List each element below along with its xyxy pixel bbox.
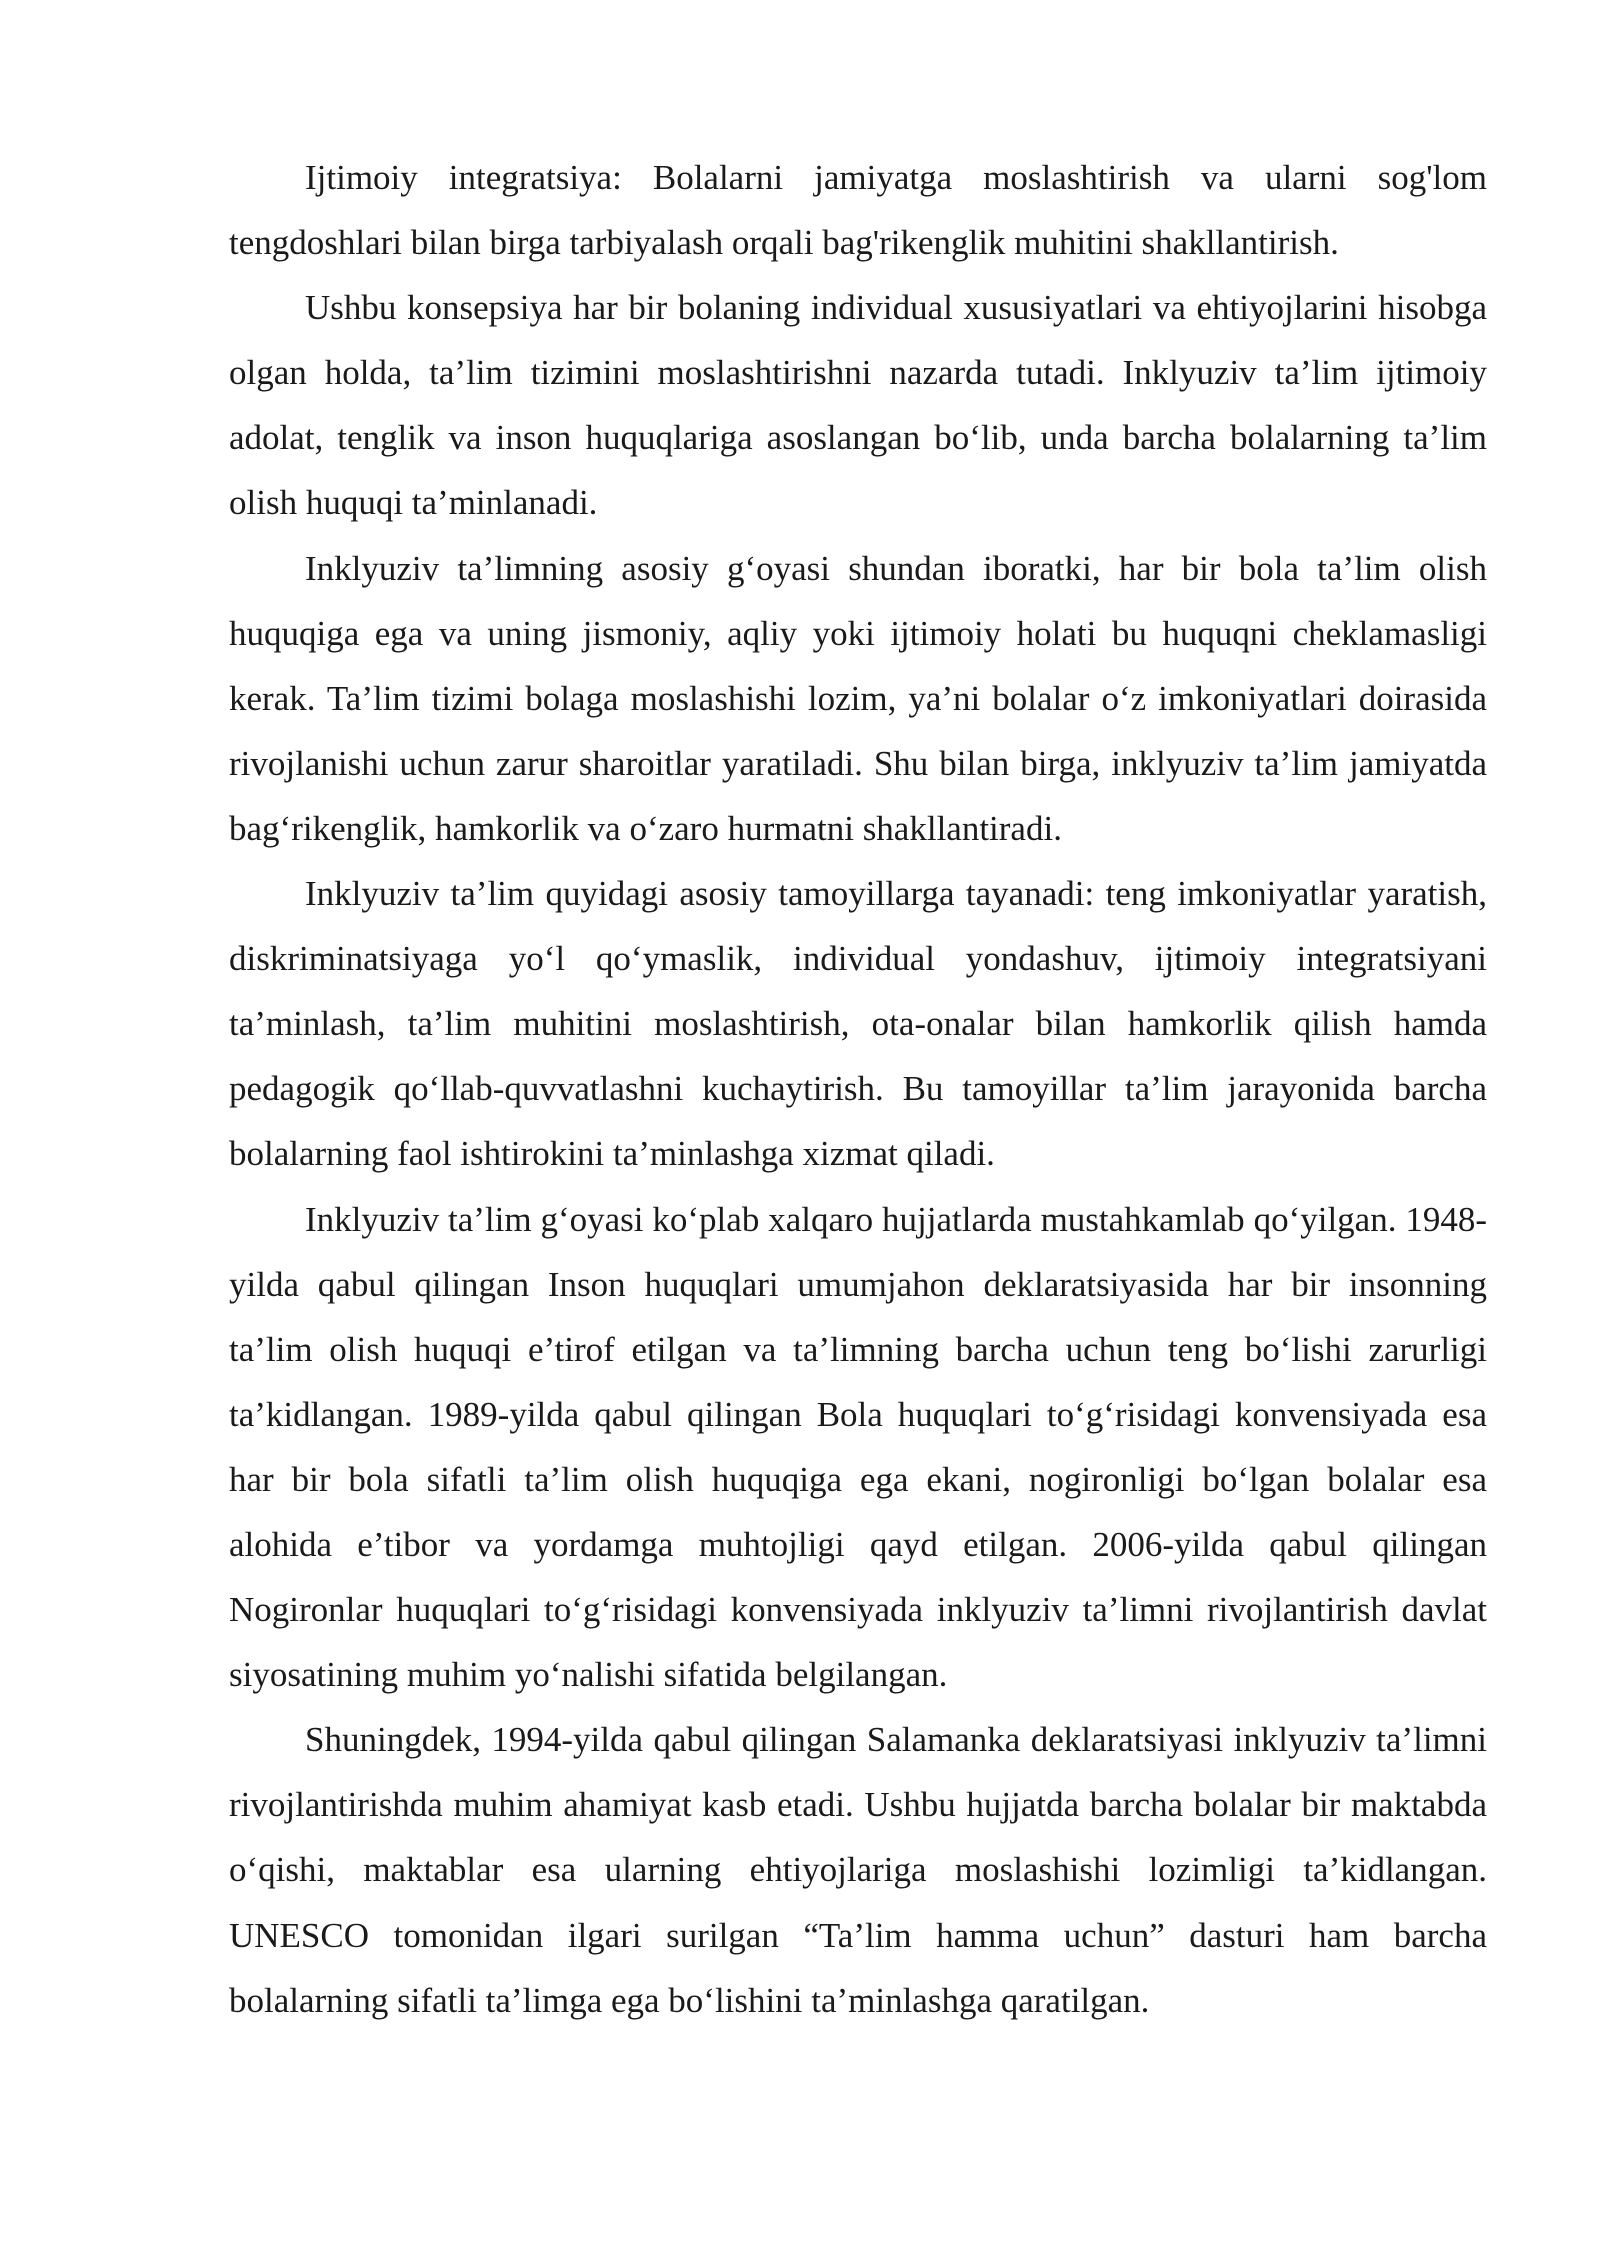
paragraph-social-integration: Ijtimoiy integratsiya: Bolalarni jamiyatga moslashtirish va ularni sog'lom tengdoshlari bilan birga tarbiyalash orqali bag'rikenglik muhitini shakllantirish.	[229, 158, 1487, 263]
paragraph-concept: Ushbu konsepsiya har bir bolaning individual xususiyatlari va ehtiyojlarini hisobga olgan holda, ta’lim tizimini moslashtirishni nazarda tutadi. Inklyuziv ta’lim ijtimoiy adolat, tenglik va inson huquqlariga asoslangan bo‘lib, unda barcha bolalarning ta’lim olish huquqi ta’minlanadi.	[229, 288, 1487, 523]
paragraph-principles: Inklyuziv ta’lim quyidagi asosiy tamoyillarga tayanadi: teng imkoniyatlar yaratish, diskriminatsiyaga yo‘l qo‘ymaslik, individual yondashuv, ijtimoiy integratsiyani ta’minlash, ta’lim muhitini moslashtirish, ota-onalar bilan hamkorlik qilish hamda pedagogik qo‘llab-quvvatlashni kuchaytirish. Bu tamoyillar ta’lim jarayonida barcha bolalarning faol ishtirokini ta’minlashga xizmat qiladi.	[229, 874, 1487, 1174]
paragraph-international-documents: Inklyuziv ta’lim g‘oyasi ko‘plab xalqaro hujjatlarda mustahkamlab qo‘yilgan. 1948-yilda qabul qilingan Inson huquqlari umumjahon deklaratsiyasida har bir insonning ta’lim olish huquqi e’tirof etilgan va ta’limning barcha uchun teng bo‘lishi zarurligi ta’kidlangan. 1989-yilda qabul qilingan Bola huquqlari to‘g‘risidagi konvensiyada esa har bir bola sifatli ta’lim olish huquqiga ega ekani, nogironligi bo‘lgan bolalar esa alohida e’tibor va yordamga muhtojligi qayd etilgan. 2006-yilda qabul qilingan Nogironlar huquqlari to‘g‘risidagi konvensiyada inklyuziv ta’limni rivojlantirish davlat siyosatining muhim yo‘nalishi sifatida belgilangan.	[229, 1199, 1487, 1695]
document-body	[229, 145, 1487, 2033]
paragraph-salamanca: Shuningdek, 1994-yilda qabul qilingan Salamanka deklaratsiyasi inklyuziv ta’limni rivojlantirishda muhim ahamiyat kasb etadi. Ushbu hujjatda barcha bolalar bir maktabda o‘qishi, maktablar esa ularning ehtiyojlariga moslashishi lozimligi ta’kidlangan. UNESCO tomonidan ilgari surilgan “Ta’lim hamma uchun” dasturi ham barcha bolalarning sifatli ta’limga ega bo‘lishini ta’minlashga qaratilgan.	[229, 1720, 1487, 2020]
paragraph-main-idea: Inklyuziv ta’limning asosiy g‘oyasi shundan iboratki, har bir bola ta’lim olish huquqiga ega va uning jismoniy, aqliy yoki ijtimoiy holati bu huquqni cheklamasligi kerak. Ta’lim tizimi bolaga moslashishi lozim, ya’ni bolalar o‘z imkoniyatlari doirasida rivojlanishi uchun zarur sharoitlar yaratiladi. Shu bilan birga, inklyuziv ta’lim jamiyatda bag‘rikenglik, hamkorlik va o‘zaro hurmatni shakllantiradi.	[229, 548, 1487, 848]
